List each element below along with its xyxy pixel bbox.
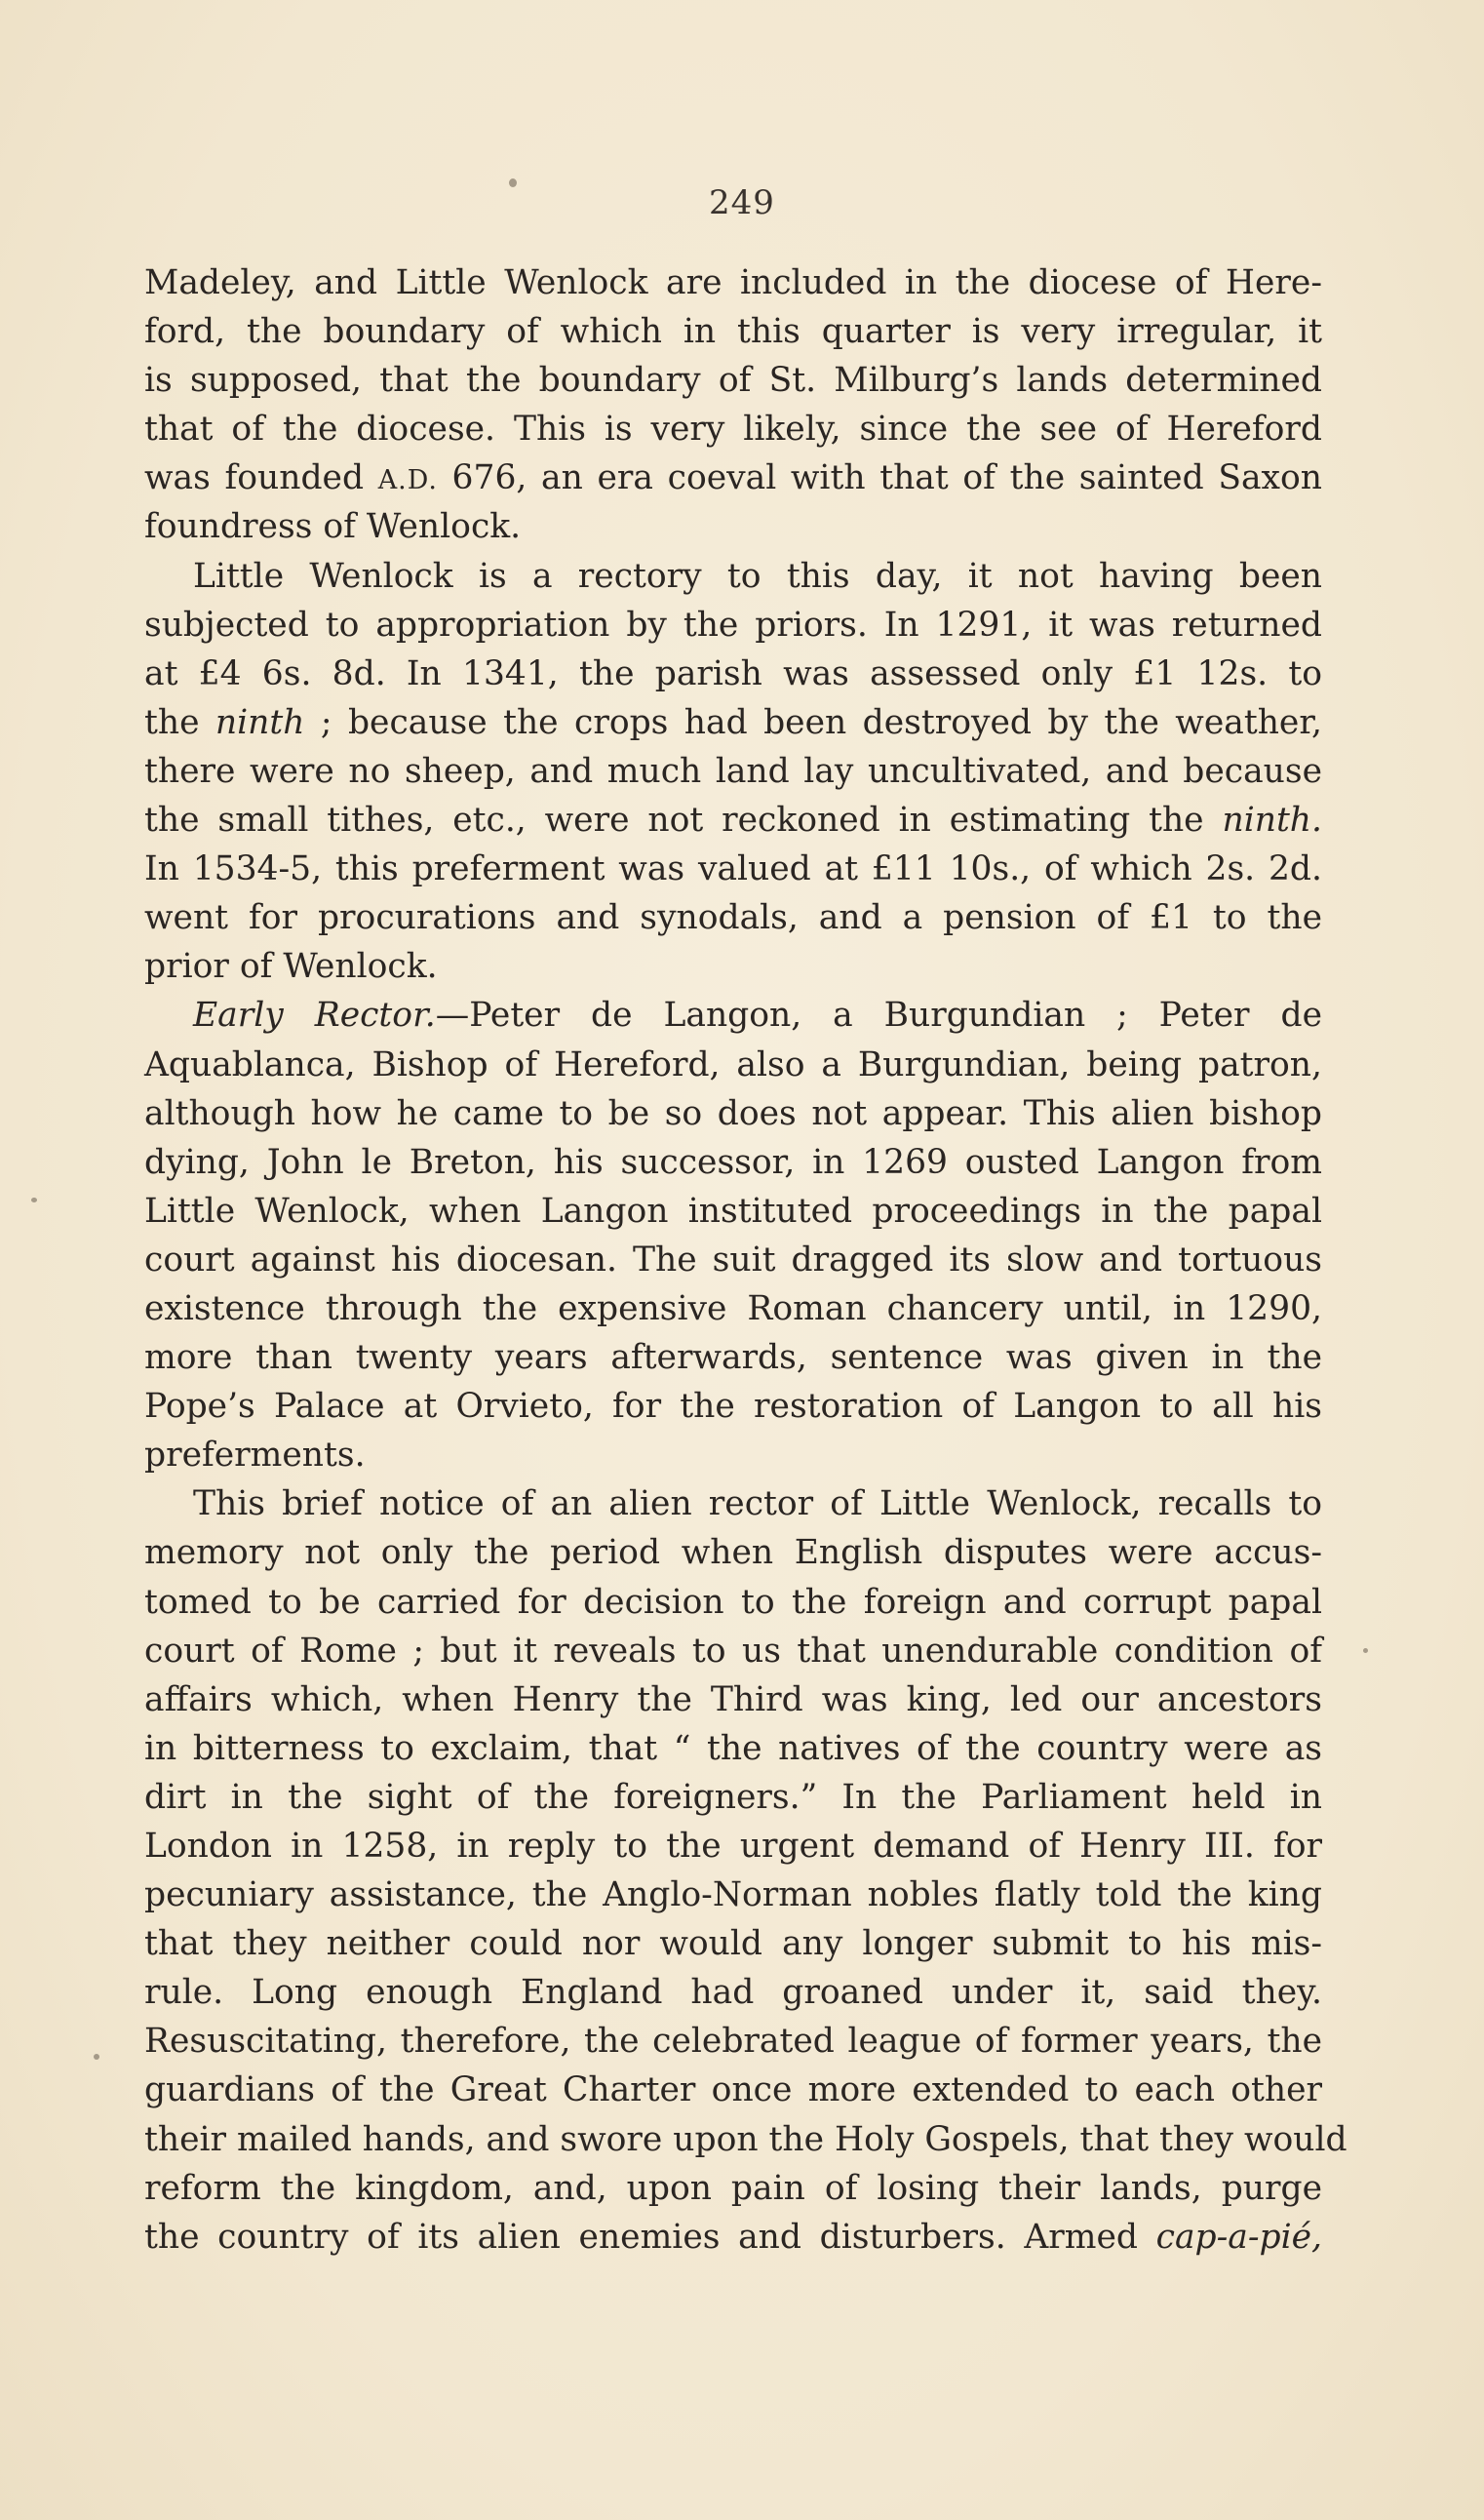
text-line [144, 1675, 1322, 1724]
paper-speck [1363, 1648, 1368, 1653]
text-run: Madeley, and Little Wenlock are included in the diocese of Here- [144, 263, 1322, 302]
text-run: more than twenty years afterwards, sentence was given in the [144, 1338, 1322, 1378]
text-line [144, 1870, 1322, 1919]
text-line [144, 601, 1322, 650]
text-run: Resuscitating, therefore, the celebrated league of former years, the [144, 2022, 1322, 2062]
text-run: the small tithes, etc., were not reckoned in estimating the [144, 801, 1223, 841]
text-line [144, 991, 1322, 1040]
text-line [144, 1089, 1322, 1138]
text-run: Little Wenlock is a rectory to this day, it not having been [193, 556, 1322, 596]
paper-speck [31, 1198, 37, 1202]
text-line [144, 1919, 1322, 1968]
text-line [144, 1431, 1322, 1479]
text-run: court against his diocesan. The suit dragged its slow and tortuous [144, 1240, 1322, 1280]
body-text [144, 258, 1347, 2262]
text-run: prior of Wenlock. [144, 947, 438, 987]
text-run: the [144, 702, 215, 742]
text-line [144, 552, 1322, 601]
text-run: ; because the crops had been destroyed by the weather, [304, 702, 1322, 742]
text-line [144, 942, 1322, 991]
text-run: Aquablanca, Bishop of Hereford, also a Burgundian, being patron, [144, 1044, 1322, 1084]
text-run: the country of its alien enemies and disturbers. Armed [144, 2217, 1156, 2257]
text-run: went for procurations and synodals, and a pension of £1 to the [144, 898, 1322, 938]
text-run: pecuniary assistance, the Anglo-Norman nobles flatly told the king [144, 1875, 1322, 1915]
text-line [144, 2164, 1322, 2213]
text-line [144, 1578, 1322, 1627]
small-caps-text: A.D. [377, 465, 438, 496]
text-run: memory not only the period when English disputes were accus- [144, 1533, 1322, 1573]
text-line [144, 1236, 1322, 1284]
text-line [144, 453, 1322, 502]
text-run: 676, an era coeval with that of the sainted Saxon [437, 458, 1322, 498]
text-run: dirt in the sight of the foreigners.” In the Parliament held in [144, 1777, 1322, 1817]
text-run: at £4 6s. 8d. In 1341, the parish was assessed only £1 12s. to [144, 653, 1322, 693]
text-line [144, 1773, 1322, 1822]
text-run: affairs which, when Henry the Third was king, led our ancestors [144, 1679, 1322, 1719]
text-line [144, 650, 1322, 698]
text-line [144, 1187, 1322, 1236]
text-line [144, 1528, 1322, 1577]
text-run: although how he came to be so does not appear. This alien bishop [144, 1093, 1322, 1133]
text-line [144, 356, 1322, 405]
text-line [144, 1284, 1322, 1333]
text-run: court of Rome ; but it reveals to us that unendurable condition of [144, 1631, 1322, 1671]
text-run: in bitterness to exclaim, that “ the natives of the country were as [144, 1728, 1322, 1768]
text-run: there were no sheep, and much land lay uncultivated, and because [144, 751, 1322, 791]
text-line [144, 1382, 1322, 1431]
text-line [144, 1333, 1322, 1382]
text-line [144, 405, 1322, 453]
text-run: is supposed, that the boundary of St. Milburg’s lands determined [144, 361, 1322, 401]
text-run: preferments. [144, 1436, 366, 1476]
text-line [144, 1822, 1322, 1870]
text-run: Pope’s Palace at Orvieto, for the restoration of Langon to all his [144, 1387, 1322, 1427]
text-line [144, 893, 1322, 942]
italic-text: cap-a-pié, [1155, 2217, 1322, 2257]
text-line [144, 1724, 1322, 1773]
text-run: reform the kingdom, and, upon pain of losing their lands, purge [144, 2168, 1322, 2208]
text-line [144, 1479, 1322, 1528]
text-line [144, 1041, 1322, 1089]
text-run: rule. Long enough England had groaned under it, said they. [144, 1973, 1322, 2013]
text-run: tomed to be carried for decision to the foreign and corrupt papal [144, 1582, 1322, 1622]
paper-speck [94, 2054, 99, 2060]
text-run: ford, the boundary of which in this quarter is very irregular, it [144, 312, 1322, 352]
text-line [144, 2115, 1347, 2164]
text-run: was founded [144, 458, 378, 498]
text-run: that they neither could nor would any longer submit to his mis- [144, 1924, 1322, 1964]
text-line [144, 307, 1322, 356]
text-line [144, 2213, 1322, 2262]
text-run: London in 1258, in reply to the urgent demand of Henry III. for [144, 1827, 1322, 1866]
text-run: existence through the expensive Roman chancery until, in 1290, [144, 1288, 1322, 1328]
text-line [144, 2066, 1322, 2114]
text-run: This brief notice of an alien rector of Little Wenlock, recalls to [193, 1484, 1322, 1524]
text-run: their mailed hands, and swore upon the Holy Gospels, that they would [144, 2119, 1347, 2159]
text-line [144, 698, 1322, 747]
text-line [144, 1627, 1322, 1675]
text-run: dying, John le Breton, his successor, in 1269 ousted Langon from [144, 1142, 1322, 1182]
text-line [144, 796, 1322, 845]
text-run: foundress of Wenlock. [144, 507, 522, 547]
italic-text: Early Rector. [193, 996, 436, 1036]
text-line [144, 747, 1322, 796]
page-number: 249 [709, 183, 775, 222]
text-run: subjected to appropriation by the priors. In 1291, it was returned [144, 605, 1322, 645]
text-line [144, 845, 1322, 893]
italic-text: ninth. [1222, 801, 1322, 841]
italic-text: ninth [215, 702, 305, 742]
text-run: In 1534-5, this preferment was valued at £11 10s., of which 2s. 2d. [144, 849, 1322, 889]
text-line [144, 1138, 1322, 1187]
text-run: Little Wenlock, when Langon instituted proceedings in the papal [144, 1191, 1322, 1231]
text-run: —Peter de Langon, a Burgundian ; Peter de [435, 996, 1322, 1036]
text-line [144, 2017, 1322, 2066]
text-run: that of the diocese. This is very likely, since the see of Hereford [144, 410, 1322, 450]
text-run: guardians of the Great Charter once more extended to each other [144, 2070, 1322, 2110]
text-line [144, 502, 1322, 551]
text-line [144, 1968, 1322, 2017]
text-line [144, 258, 1322, 307]
